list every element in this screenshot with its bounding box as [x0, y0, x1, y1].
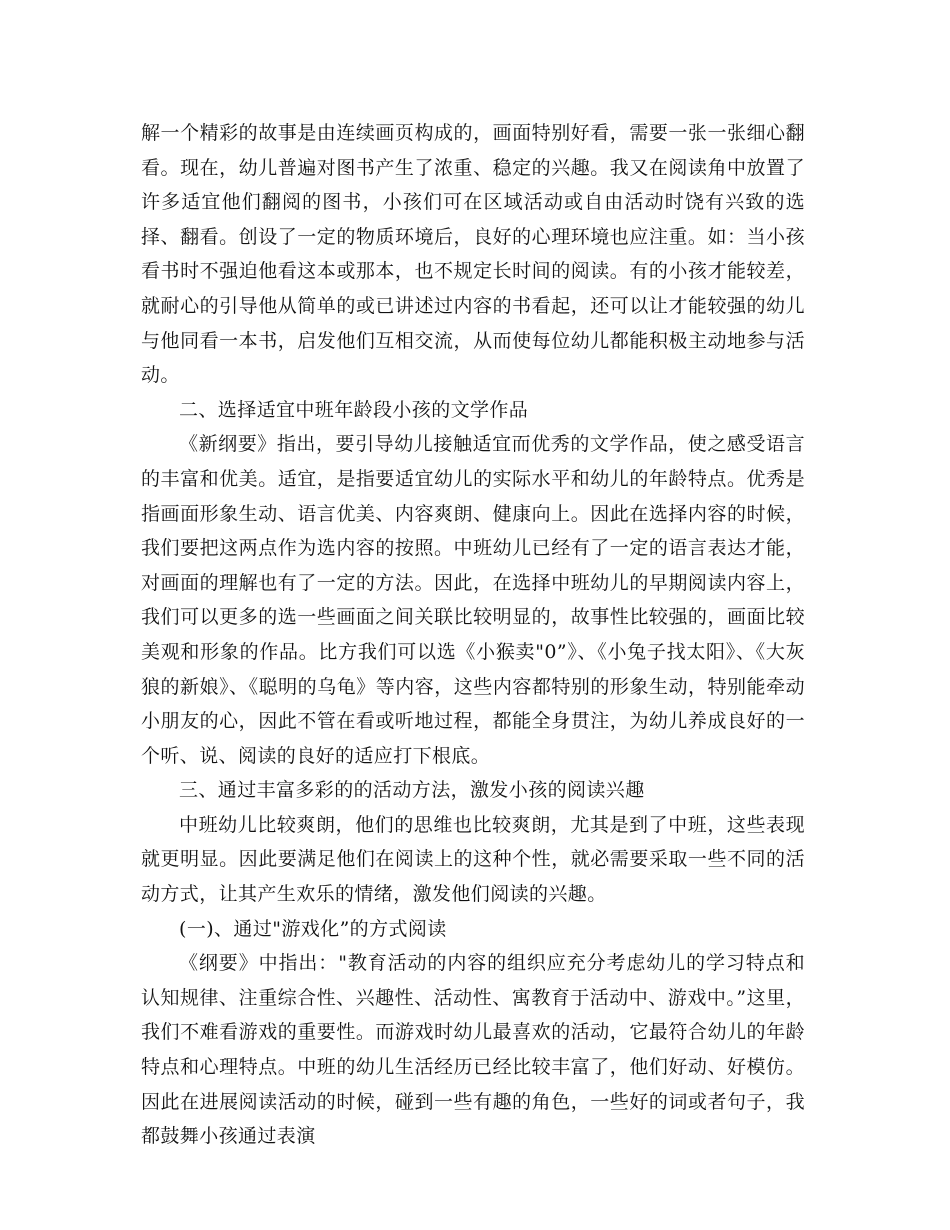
body-text	[141, 116, 805, 1154]
section-heading-2: 二、选择适宜中班年龄段小孩的文学作品	[179, 398, 529, 421]
paragraph: 《新纲要》指出，要引导幼儿接触适宜而优秀的文学作品，使之感受语言的丰富和优美。适宜，是指要适宜幼儿的实际水平和幼儿的年龄特点。优秀是指画面形象生动、语言优美、内容爽朗、健康向上。因此在选择内容的时候，我们要把这两点作为选内容的按照。中班幼儿已经有了一定的语言表达才能，对画面的理解也有了一定的方法。因此，在选择中班幼儿的早期阅读内容上，我们可以更多的选一些画面之间关联比较明显的，故事性比较强的，画面比较美观和形象的作品。比方我们可以选《小猴卖"0”》、《小兔子找太阳》、《大灰狼的新娘》、《聪明的乌龟》等内容，这些内容都特别的形象生动，特别能牵动小朋友的心，因此不管在看或听地过程，都能全身贯注，为幼儿养成良好的一个听、说、阅读的良好的适应打下根底。	[141, 433, 805, 767]
subsection-heading-1: (一)、通过"游戏化”的方式阅读	[179, 917, 447, 940]
section-heading-3: 三、通过丰富多彩的的活动方法，激发小孩的阅读兴趣	[179, 779, 645, 802]
paragraph-continuation: 解一个精彩的故事是由连续画页构成的，画面特别好看，需要一张一张细心翻看。现在，幼儿普遍对图书产生了浓重、稳定的兴趣。我又在阅读角中放置了许多适宜他们翻阅的图书，小孩们可在区域活动或自由活动时饶有兴致的选择、翻看。创设了一定的物质环境后，良好的心理环境也应注重。如：当小孩看书时不强迫他看这本或那本，也不规定长时间的阅读。有的小孩才能较差，就耐心的引导他从简单的或已讲述过内容的书看起，还可以让才能较强的幼儿与他同看一本书，启发他们互相交流，从而使每位幼儿都能积极主动地参与活动。	[141, 122, 805, 387]
paragraph: 中班幼儿比较爽朗，他们的思维也比较爽朗，尤其是到了中班，这些表现就更明显。因此要满足他们在阅读上的这种个性，就必需要采取一些不同的活动方式，让其产生欢乐的情绪，激发他们阅读的兴趣。	[141, 813, 805, 906]
paragraph: 《纲要》中指出："教育活动的内容的组织应充分考虑幼儿的学习特点和认知规律、注重综合性、兴趣性、活动性、寓教育于活动中、游戏中。”这里，我们不难看游戏的重要性。而游戏时幼儿最喜欢的活动，它最符合幼儿的年龄特点和心理特点。中班的幼儿生活经历已经比较丰富了，他们好动、好模仿。因此在进展阅读活动的时候，碰到一些有趣的角色，一些好的词或者句子，我都鼓舞小孩通过表演	[141, 952, 805, 1148]
